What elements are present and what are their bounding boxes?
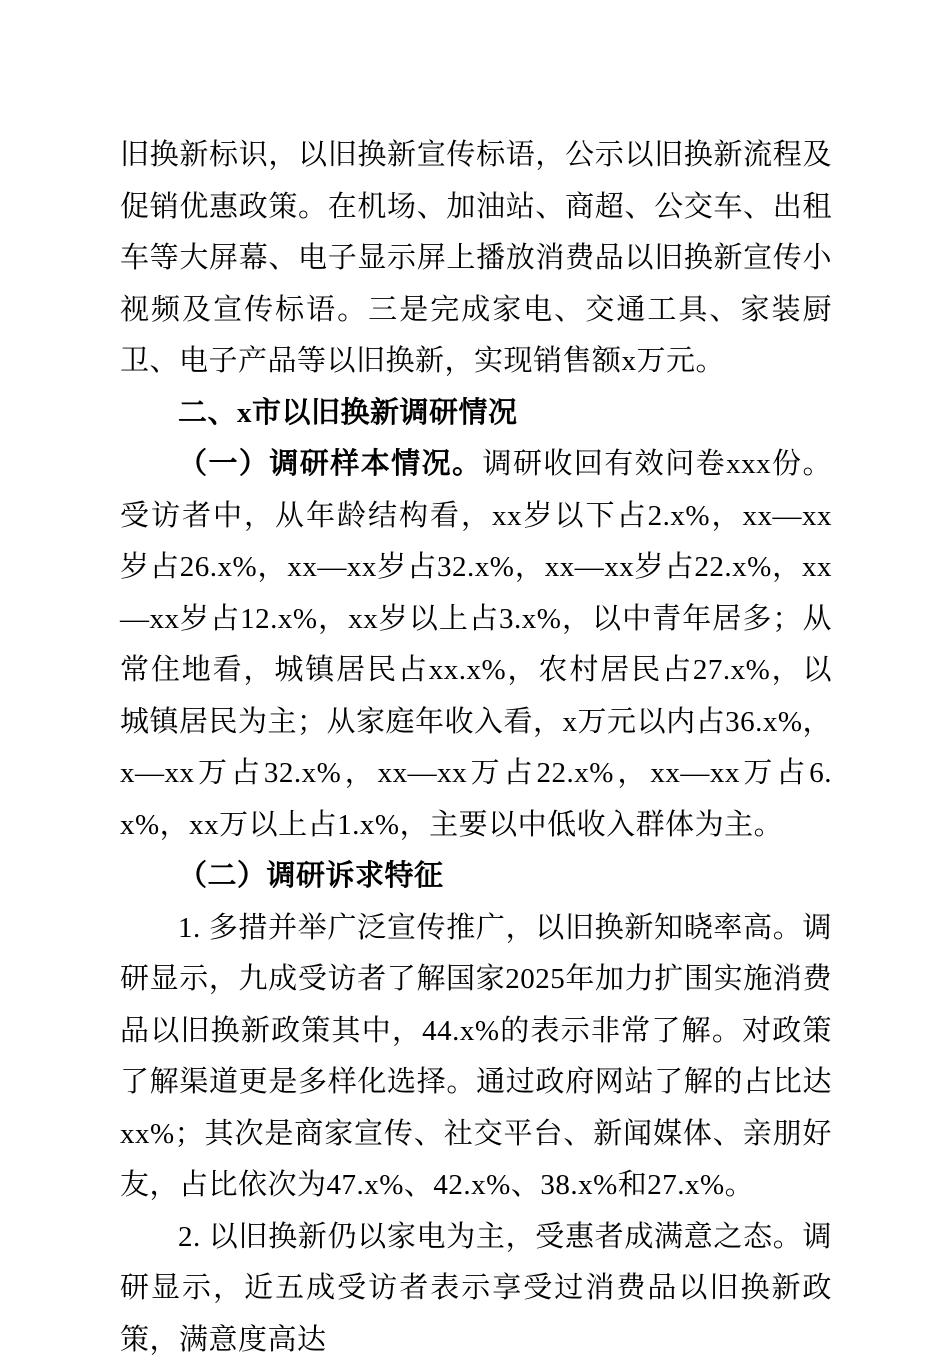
- paragraph-lead-text: （一）调研样本情况。: [178, 448, 483, 480]
- section-heading-text: 二、x市以旧换新调研情况: [178, 397, 518, 429]
- section-heading: [120, 388, 832, 440]
- subsection-heading-text: （二）调研诉求特征: [178, 860, 444, 892]
- paragraph-text: 旧换新标识，以旧换新宣传标语，公示以旧换新流程及促销优惠政策。在机场、加油站、商超、公交车、出租车等大屏幕、电子显示屏上播放消费品以旧换新宣传小视频及宣传标语。三是完成家电、交通工具、家装厨卫、电子产品等以旧换新，实现销售额x万元。: [120, 139, 832, 377]
- paragraph-body-text: 调研收回有效问卷xxx份。受访者中，从年龄结构看，xx岁以下占2.x%，xx—xx岁占26.x%，xx—xx岁占32.x%，xx—xx岁占22.x%，xx—xx岁占12.x%，xx岁以上占3.x%，以中青年居多；从常住地看，城镇居民占xx.x%，农村居民占27.x%，以城镇居民为主；从家庭年收入看，x万元以内占36.x%，x—xx万占32.x%，xx—xx万占22.x%，xx—xx万占6.x%，xx万以上占1.x%，主要以中低收入群体为主。: [120, 448, 832, 841]
- paragraph-item-1: [120, 903, 832, 1212]
- paragraph-text: 1. 多措并举广泛宣传推广，以旧换新知晓率高。调研显示，九成受访者了解国家2025年加力扩围实施消费品以旧换新政策其中，44.x%的表示非常了解。对政策了解渠道更是多样化选择。通过政府网站了解的占比达xx%；其次是商家宣传、社交平台、新闻媒体、亲朋好友，占比依次为47.x%、42.x%、38.x%和27.x%。: [120, 912, 832, 1202]
- paragraph-item-2: [120, 1212, 832, 1366]
- paragraph-continuation: [120, 130, 832, 388]
- paragraph-sample-overview: [120, 439, 832, 851]
- subsection-heading: [120, 851, 832, 903]
- paragraph-text: 2. 以旧换新仍以家电为主，受惠者成满意之态。调研显示，近五成受访者表示享受过消费品以旧换新政策，满意度高达: [120, 1221, 832, 1356]
